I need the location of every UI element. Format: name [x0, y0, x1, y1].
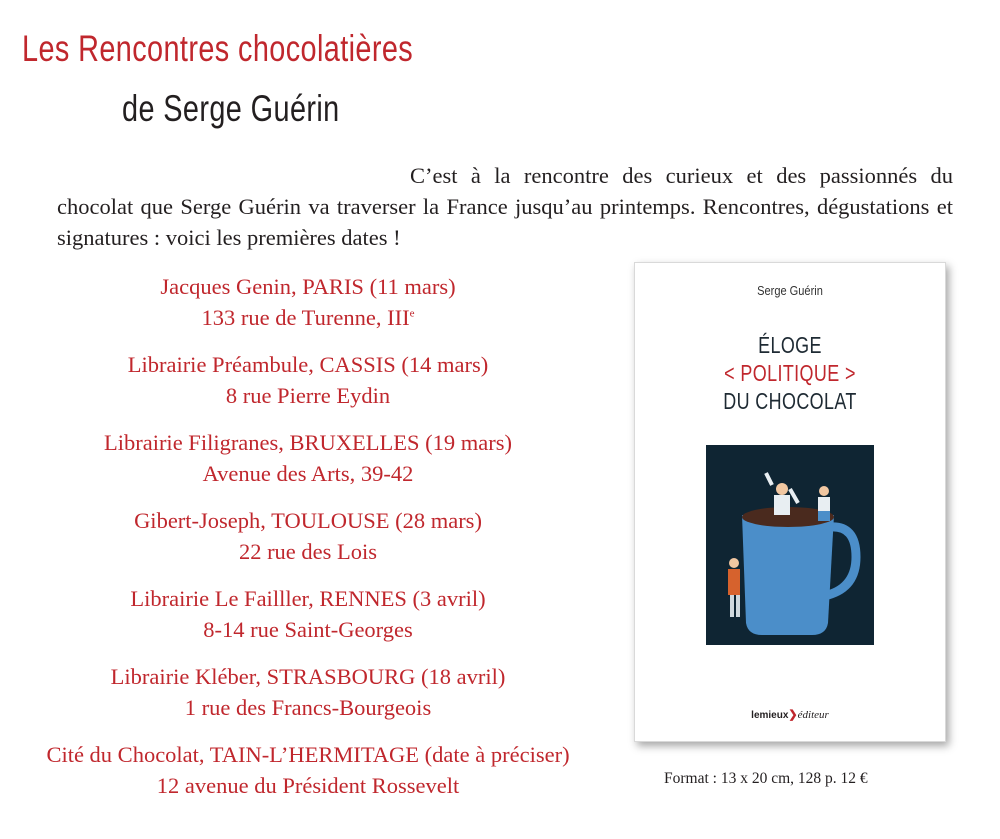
page-title: Les Rencontres chocolatières [22, 28, 414, 69]
event-address: 12 avenue du Président Rossevelt [156, 773, 460, 798]
publisher-logo: lemieux❯éditeur [751, 709, 829, 721]
event-address: 133 rue de Turenne, IIIe [201, 305, 415, 330]
event-item [0, 505, 616, 567]
event-item [0, 583, 616, 645]
event-address: 1 rue des Francs-Bourgeois [184, 695, 432, 720]
cover-illustration [706, 445, 874, 645]
event-venue: Gibert-Joseph, TOULOUSE (28 mars) [134, 508, 482, 533]
book-format-caption: Format : 13 x 20 cm, 128 p. 12 € [664, 770, 868, 787]
event-address: 8-14 rue Saint-Georges [203, 617, 413, 642]
event-item [0, 349, 616, 411]
book-author: Serge Guérin [757, 283, 823, 298]
event-address: 22 rue des Lois [238, 539, 378, 564]
book-title-line2: < POLITIQUE > [724, 360, 856, 386]
book-title-line3: DU CHOCOLAT [723, 388, 857, 414]
event-item [0, 739, 616, 801]
event-venue: Librairie Kléber, STRASBOURG (18 avril) [110, 664, 506, 689]
book-title-line1: ÉLOGE [758, 332, 822, 358]
chocolate-mug-illustration [706, 445, 874, 645]
intro-paragraph: C’est à la rencontre des curieux et des passionnés du chocolat que Serge Guérin va traverser la France jusqu’au printemps. Rencontres, dégustations et signatures : voici les premières dates ! [57, 163, 953, 250]
events-list [0, 271, 616, 817]
event-venue: Jacques Genin, PARIS (11 mars) [160, 274, 456, 299]
event-item [0, 427, 616, 489]
event-venue: Librairie Filigranes, BRUXELLES (19 mars) [103, 430, 513, 455]
event-venue: Librairie Le Failller, RENNES (3 avril) [130, 586, 486, 611]
event-address: 8 rue Pierre Eydin [225, 383, 391, 408]
event-address: Avenue des Arts, 39-42 [202, 461, 414, 486]
event-venue: Cité du Chocolat, TAIN-L’HERMITAGE (date à préciser) [46, 742, 570, 767]
event-item [0, 661, 616, 723]
book-cover [634, 262, 946, 742]
event-venue: Librairie Préambule, CASSIS (14 mars) [127, 352, 489, 377]
book-title [669, 331, 911, 415]
page-subtitle: de Serge Guérin [122, 88, 340, 129]
event-item [0, 271, 616, 333]
